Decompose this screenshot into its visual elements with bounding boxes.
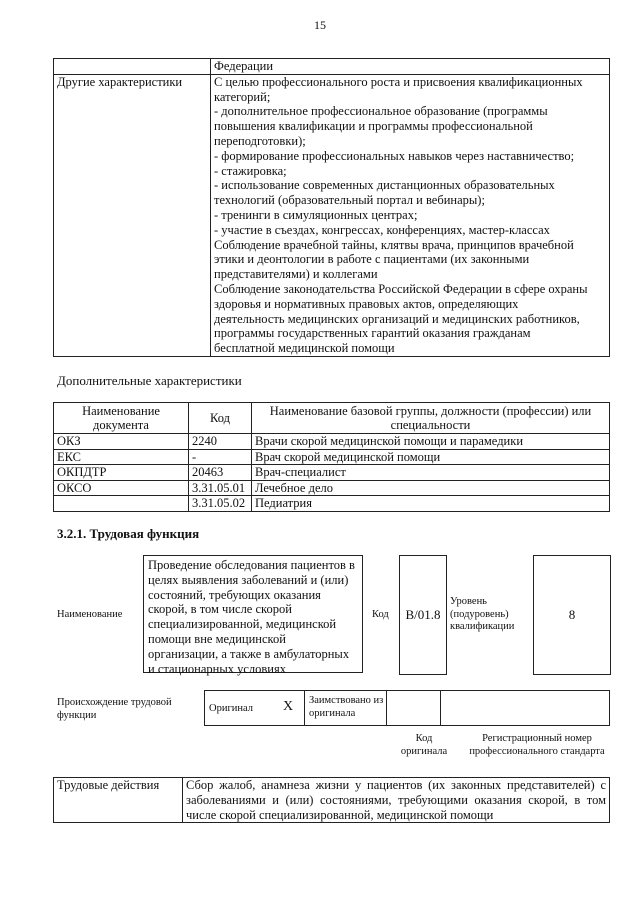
code-original-cell [386, 690, 440, 726]
origin-label: Происхождение трудовой функции [57, 697, 172, 721]
table-row [54, 496, 610, 512]
code-label: Код [372, 609, 389, 620]
origin-row [204, 690, 610, 726]
text-line: программы государственных гарантий оказания гражданам [214, 326, 531, 341]
cell-name: Лечебное дело [252, 480, 610, 496]
other-characteristics-text [211, 74, 610, 356]
cell-name: Врач скорой медицинской помощи [252, 449, 610, 465]
reg-number-caption: Регистрационный номер профессионального стандарта [469, 733, 605, 757]
cell-document: ЕКС [54, 449, 189, 465]
header-code: Код [189, 403, 252, 434]
cell-document [54, 496, 189, 512]
page-number: 15 [314, 18, 326, 32]
cell-name: Педиатрия [252, 496, 610, 512]
text-line: - дополнительное профессиональное образование (программы [214, 104, 548, 119]
row-label-other-characteristics: Другие характеристики [54, 74, 211, 356]
borrowed-label: Заимствовано из оригинала [309, 695, 384, 719]
cell-name: Врач-специалист [252, 465, 610, 481]
text-line: - участие в съездах, конгрессах, конференциях, мастер-классах [214, 222, 550, 237]
reg-number-cell [440, 690, 610, 726]
qualification-level-label: Уровень (подуровень) квалификации [450, 596, 515, 632]
header-document-name: Наименование документа [54, 403, 189, 434]
text-line: представителями) и коллегами [214, 267, 378, 282]
original-mark: X [283, 699, 294, 714]
code-original-caption: Код оригинала [400, 733, 448, 757]
text-line: - формирование профессиональных навыков через наставничество; [214, 148, 575, 163]
labour-actions-table [53, 777, 610, 823]
cell-code: 2240 [189, 434, 252, 450]
table-row [54, 480, 610, 496]
text-line: деятельность медицинских организаций и медицинских работников, [214, 311, 580, 326]
table-row [54, 449, 610, 465]
continuation-cell: Федерации [211, 59, 610, 75]
actions-label: Трудовые действия [54, 778, 183, 823]
additional-characteristics-title: Дополнительные характеристики [57, 373, 242, 388]
cell-document: ОКПДТР [54, 465, 189, 481]
text-line: переподготовки); [214, 133, 306, 148]
text-line: - использование современных дистанционных образовательных [214, 178, 555, 193]
text-line: С целью профессионального роста и присвоения квалификационных [214, 74, 583, 89]
text-line: - тренинги в симуляционных центрах; [214, 207, 418, 222]
text-line: бесплатной медицинской помощи [214, 341, 395, 356]
text-line: технологий (образовательный портал и вебинары); [214, 193, 485, 208]
additional-characteristics-table [53, 402, 610, 512]
function-name-box: Проведение обследования пациентов в целях выявления заболеваний и (или) состояний, требующих оказания скорой, в том числе скорой специализированной, медицинской помощи вне медицинской организации, а также в амбулаторных и стационарных условиях [143, 555, 363, 673]
text-line: категорий; [214, 89, 271, 104]
cell-code: - [189, 449, 252, 465]
cell-document: ОКСО [54, 480, 189, 496]
text-line: Соблюдение врачебной тайны, клятвы врача, принципов врачебной [214, 237, 574, 252]
actions-text: Сбор жалоб, анамнеза жизни у пациентов (их законных представителей) с заболеваниями и (или) состояниями, требующими оказания скорой, в том числе скорой специализированной, медицинской помощи [183, 778, 610, 823]
text-line: здоровья и нормативных правовых актов, определяющих [214, 296, 519, 311]
empty-cell [54, 59, 211, 75]
text-line: - стажировка; [214, 163, 287, 178]
cell-code: 20463 [189, 465, 252, 481]
header-group-name: Наименование базовой группы, должности (профессии) или специальности [252, 403, 610, 434]
other-characteristics-table [53, 58, 610, 357]
table-row [54, 465, 610, 481]
function-code-box: В/01.8 [399, 555, 447, 675]
qualification-level-box: 8 [533, 555, 611, 675]
cell-name: Врачи скорой медицинской помощи и парамедики [252, 434, 610, 450]
name-label: Наименование [57, 609, 123, 620]
cell-code: 3.31.05.02 [189, 496, 252, 512]
text-line: повышения квалификации и программы профессиональной [214, 119, 533, 134]
borrowed-cell [304, 690, 386, 726]
original-cell [204, 690, 304, 726]
original-label: Оригинал [209, 703, 253, 714]
section-title: 3.2.1. Трудовая функция [57, 526, 200, 541]
cell-document: ОКЗ [54, 434, 189, 450]
table-row [54, 434, 610, 450]
text-line: Соблюдение законодательства Российской Федерации в сфере охраны [214, 281, 588, 296]
cell-code: 3.31.05.01 [189, 480, 252, 496]
text-line: этики и деонтологии в работе с пациентами (их законными [214, 252, 530, 267]
